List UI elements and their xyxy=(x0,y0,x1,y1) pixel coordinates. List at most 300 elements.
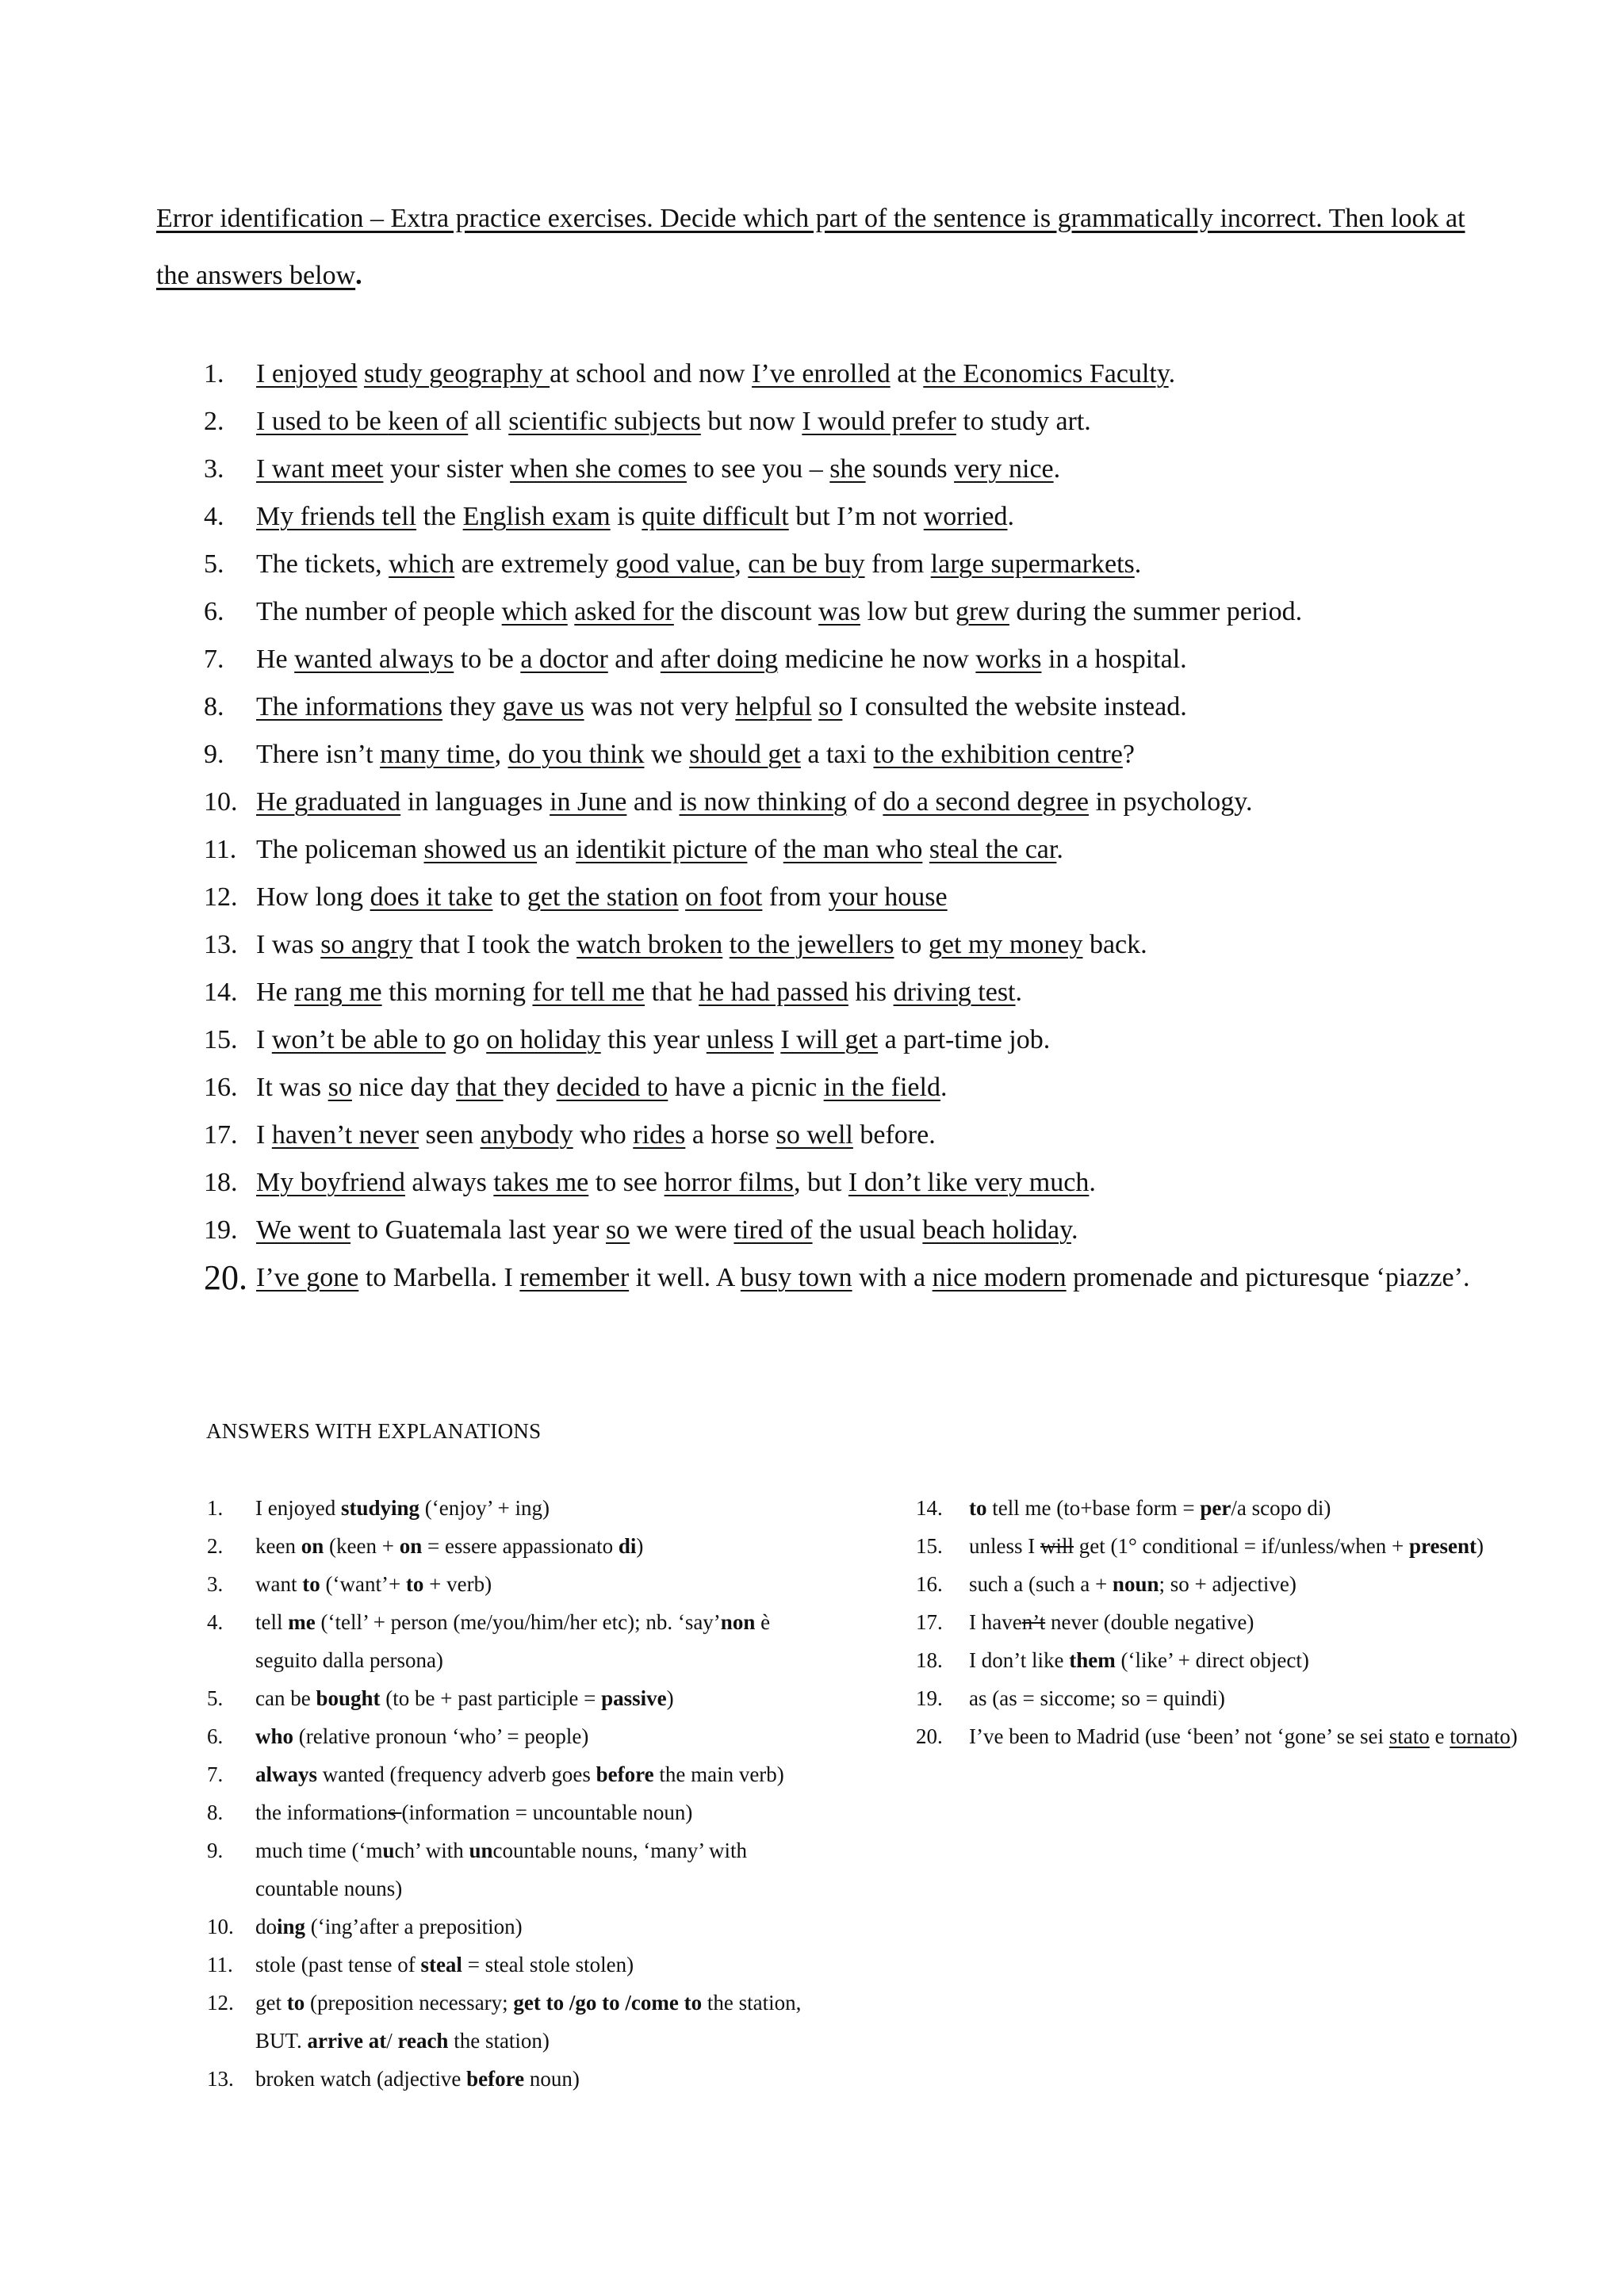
underlined-segment: rides xyxy=(633,1120,686,1150)
underlined-segment: so xyxy=(818,692,843,721)
text-segment: , but xyxy=(793,1168,848,1197)
underlined-segment: keen of xyxy=(388,407,469,436)
text-segment: to study art. xyxy=(956,407,1091,436)
answer-item xyxy=(156,1565,806,1603)
exercise-item xyxy=(156,969,1520,1016)
underlined-segment: identikit picture xyxy=(576,835,748,864)
text-segment: the station) xyxy=(448,2029,550,2053)
underlined-segment: the man who xyxy=(783,835,923,864)
struck-segment: n’t xyxy=(1021,1610,1046,1634)
underlined-segment: large supermarkets xyxy=(930,549,1135,579)
underlined-segment: rang me xyxy=(294,978,382,1007)
text-segment: . xyxy=(1168,359,1176,388)
underlined-segment: get the station xyxy=(527,882,679,912)
text-segment: . xyxy=(1071,1215,1078,1245)
text-segment: with a xyxy=(852,1263,933,1292)
bold-segment: get to /go to /come to xyxy=(513,1991,703,2015)
underlined-segment: to the jewellers xyxy=(729,930,894,959)
underlined-segment: I enjoyed xyxy=(256,359,358,388)
text-segment: I xyxy=(256,1120,272,1150)
bold-segment: un xyxy=(469,1839,493,1862)
text-segment: promenade and picturesque ‘piazze’. xyxy=(1066,1263,1470,1292)
text-segment: + verb) xyxy=(423,1572,492,1596)
underlined-segment: showed us xyxy=(423,835,538,864)
exercise-item xyxy=(156,779,1520,826)
text-segment: of xyxy=(747,835,783,864)
text-segment: wanted (frequency adverb goes xyxy=(317,1762,596,1786)
underlined-segment: she xyxy=(829,454,866,484)
exercise-number: 10. xyxy=(204,787,238,817)
exercise-item xyxy=(156,493,1520,541)
answer-number: 8. xyxy=(207,1800,224,1824)
underlined-segment: should get xyxy=(689,740,801,769)
text-segment: at xyxy=(890,359,924,388)
text-segment: . xyxy=(1089,1168,1096,1197)
underlined-segment: takes me xyxy=(493,1168,589,1197)
answer-item xyxy=(870,1641,1520,1679)
underlined-segment: which xyxy=(389,549,455,579)
underlined-segment: does it take xyxy=(370,882,493,912)
underlined-segment: on holiday xyxy=(486,1025,601,1054)
text-segment xyxy=(722,930,730,959)
text-segment: to Guatemala last year xyxy=(350,1215,606,1245)
underlined-segment: can be buy xyxy=(748,549,865,579)
answer-item xyxy=(870,1603,1520,1641)
answer-number: 19. xyxy=(916,1686,943,1710)
underlined-segment: which xyxy=(501,597,568,626)
text-segment: è seguito dalla persona) xyxy=(255,1610,771,1672)
answer-item xyxy=(870,1489,1520,1527)
answer-number: 9. xyxy=(207,1839,224,1862)
text-segment xyxy=(812,692,819,721)
text-segment: that xyxy=(645,978,699,1007)
text-segment: I xyxy=(256,1025,272,1054)
underlined-segment: busy town xyxy=(740,1263,852,1292)
text-segment: is xyxy=(610,502,642,531)
bold-segment: on xyxy=(301,1534,324,1558)
underlined-segment: I would prefer xyxy=(802,407,956,436)
text-segment: . xyxy=(1053,454,1061,484)
underlined-segment: your house xyxy=(828,882,948,912)
underlined-segment: so angry xyxy=(320,930,413,959)
underlined-segment: He graduated xyxy=(256,787,401,817)
answer-number: 2. xyxy=(207,1534,224,1558)
text-segment: I enjoyed xyxy=(255,1496,341,1520)
text-segment: it well. A xyxy=(629,1263,741,1292)
text-segment: I’ve been to Madrid (use ‘been’ not ‘gone’ se sei xyxy=(969,1724,1389,1748)
text-segment: his xyxy=(848,978,894,1007)
underlined-segment: tornato xyxy=(1450,1724,1511,1748)
text-segment: unless I xyxy=(969,1534,1040,1558)
text-segment: medicine he now xyxy=(778,645,976,674)
text-segment: broken watch (adjective xyxy=(255,2067,467,2091)
text-segment: He xyxy=(256,645,295,674)
bold-segment: to xyxy=(405,1572,424,1596)
text-segment: get (1° conditional = if/unless/when + xyxy=(1074,1534,1409,1558)
bold-segment: before xyxy=(466,2067,525,2091)
exercise-number: 14. xyxy=(204,978,238,1007)
bold-segment: to xyxy=(969,1496,987,1520)
text-segment: but I’m not xyxy=(788,502,924,531)
underlined-segment: stato xyxy=(1388,1724,1430,1748)
struck-segment: will xyxy=(1040,1534,1074,1558)
exercise-item xyxy=(156,636,1520,683)
text-segment: I have xyxy=(969,1610,1022,1634)
text-segment: I don’t like xyxy=(969,1648,1070,1672)
answer-item xyxy=(156,1946,806,1984)
answers-title: ANSWERS WITH EXPLANATIONS xyxy=(206,1419,542,1443)
exercise-number: 4. xyxy=(204,502,224,531)
text-segment: (‘tell’ + person (me/you/him/her etc); nb. ‘say’ xyxy=(315,1610,721,1634)
exercise-number: 11. xyxy=(204,835,237,864)
text-segment: much time (‘m xyxy=(255,1839,383,1862)
text-segment: do xyxy=(255,1915,277,1938)
text-segment: have a picnic xyxy=(668,1073,824,1102)
bold-segment: non xyxy=(720,1610,756,1634)
underlined-segment: driving test xyxy=(893,978,1016,1007)
bold-segment: bought xyxy=(316,1686,381,1710)
text-segment: ) xyxy=(1476,1534,1484,1558)
bold-segment: noun xyxy=(1112,1572,1159,1596)
underlined-segment: worried xyxy=(923,502,1008,531)
underlined-segment: a doctor xyxy=(520,645,608,674)
underlined-segment: My friends tell xyxy=(256,502,417,531)
text-segment: we were xyxy=(630,1215,734,1245)
text-segment: but now xyxy=(700,407,802,436)
text-segment: The number of people xyxy=(256,597,502,626)
text-segment: the main verb) xyxy=(653,1762,784,1786)
exercise-item xyxy=(156,1159,1520,1207)
text-segment: I consulted the website instead. xyxy=(842,692,1187,721)
text-segment: get xyxy=(255,1991,287,2015)
answer-number: 10. xyxy=(207,1915,234,1938)
answer-item xyxy=(156,2060,806,2098)
underlined-segment: get my money xyxy=(928,930,1083,959)
text-segment: ) xyxy=(1510,1724,1518,1748)
exercise-number: 12. xyxy=(204,882,238,912)
exercise-number: 5. xyxy=(204,549,224,579)
answer-number: 1. xyxy=(207,1496,224,1520)
text-segment xyxy=(568,597,575,626)
underlined-segment: in the field xyxy=(823,1073,940,1102)
underlined-segment: was xyxy=(818,597,860,626)
text-segment: . xyxy=(1015,978,1023,1007)
underlined-segment: tired of xyxy=(733,1215,813,1245)
text-segment: to see xyxy=(588,1168,665,1197)
text-segment: / xyxy=(386,2029,398,2053)
text-segment: . xyxy=(1134,549,1142,579)
answer-item xyxy=(156,1489,806,1527)
exercise-number: 13. xyxy=(204,930,238,959)
text-segment xyxy=(922,835,929,864)
exercise-item xyxy=(156,731,1520,779)
underlined-segment: that xyxy=(456,1073,504,1102)
answer-item xyxy=(156,1603,806,1679)
text-segment: tell me (to+base form = xyxy=(986,1496,1201,1520)
bold-segment: ing xyxy=(277,1915,306,1938)
answer-item xyxy=(156,1793,806,1831)
text-segment: (‘like’ + direct object) xyxy=(1115,1648,1309,1672)
exercise-number: 2. xyxy=(204,407,224,436)
bold-segment: them xyxy=(1069,1648,1116,1672)
text-segment: the discount xyxy=(673,597,819,626)
text-segment: seen xyxy=(419,1120,481,1150)
bold-segment: me xyxy=(288,1610,316,1634)
text-segment: to xyxy=(492,882,527,912)
underlined-segment: for tell me xyxy=(532,978,645,1007)
text-segment: they xyxy=(442,692,503,721)
text-segment: ; so + adjective) xyxy=(1159,1572,1297,1596)
underlined-segment: I’ve enrolled xyxy=(752,359,891,388)
underlined-segment: to the exhibition centre xyxy=(873,740,1123,769)
answer-number: 13. xyxy=(207,2067,234,2091)
text-segment: before. xyxy=(852,1120,936,1150)
underlined-segment: decided to xyxy=(556,1073,668,1102)
underlined-segment: The informations xyxy=(256,692,443,721)
text-segment: /a scopo di) xyxy=(1231,1496,1331,1520)
text-segment: . xyxy=(1056,835,1063,864)
underlined-segment: wanted always xyxy=(294,645,454,674)
bold-segment: studying xyxy=(340,1496,420,1520)
exercise-number: 8. xyxy=(204,692,224,721)
underlined-segment: do you think xyxy=(508,740,645,769)
text-segment: go xyxy=(446,1025,487,1054)
text-segment: to be xyxy=(454,645,521,674)
text-segment: to xyxy=(894,930,929,959)
bold-segment: u xyxy=(382,1839,395,1862)
text-segment: always xyxy=(404,1168,494,1197)
answer-item xyxy=(156,1679,806,1717)
exercise-number: 1. xyxy=(204,359,224,388)
bold-segment: reach xyxy=(397,2029,449,2053)
underlined-segment: after doing xyxy=(660,645,779,674)
answer-item xyxy=(156,1755,806,1793)
answer-number: 5. xyxy=(207,1686,224,1710)
exercise-item xyxy=(156,398,1520,446)
text-segment: (preposition necessary; xyxy=(304,1991,514,2015)
text-segment: as (as = siccome; so = quindi) xyxy=(969,1686,1225,1710)
answer-item xyxy=(156,1984,806,2060)
text-segment: in languages xyxy=(400,787,550,817)
underlined-segment: many time xyxy=(380,740,495,769)
bold-segment: arrive at xyxy=(307,2029,387,2053)
text-segment: the xyxy=(416,502,463,531)
underlined-segment: study geography xyxy=(363,359,550,388)
text-segment: ) xyxy=(666,1686,674,1710)
text-segment: e xyxy=(1429,1724,1450,1748)
text-segment: (‘enjoy’ + ing) xyxy=(419,1496,550,1520)
text-segment: ch’ with xyxy=(394,1839,469,1862)
exercise-number: 19. xyxy=(204,1215,238,1245)
text-segment: ) xyxy=(636,1534,644,1558)
text-segment: to Marbella. I xyxy=(358,1263,520,1292)
underlined-segment: so xyxy=(605,1215,630,1245)
bold-segment: present xyxy=(1408,1534,1477,1558)
exercise-number: 18. xyxy=(204,1168,238,1197)
text-segment: of xyxy=(847,787,883,817)
text-segment: (information = uncountable noun) xyxy=(401,1800,693,1824)
text-segment: and xyxy=(626,787,680,817)
text-segment xyxy=(679,882,686,912)
text-segment: nice day xyxy=(351,1073,457,1102)
answer-item xyxy=(870,1679,1520,1717)
text-segment: = essere appassionato xyxy=(422,1534,619,1558)
text-segment: and xyxy=(607,645,661,674)
answer-item xyxy=(156,1717,806,1755)
text-segment: at school and now xyxy=(550,359,753,388)
underlined-segment: won’t be able to xyxy=(271,1025,446,1054)
text-segment: I was xyxy=(256,930,321,959)
exercise-number: 20. xyxy=(204,1258,247,1297)
exercise-number: 15. xyxy=(204,1025,238,1054)
text-segment: low but xyxy=(860,597,956,626)
text-segment: ? xyxy=(1122,740,1135,769)
text-segment: this morning xyxy=(381,978,533,1007)
underlined-segment: remember xyxy=(519,1263,630,1292)
underlined-segment: on foot xyxy=(685,882,763,912)
underlined-segment: in June xyxy=(550,787,627,817)
underlined-segment: nice modern xyxy=(932,1263,1067,1292)
exercise-item xyxy=(156,826,1520,874)
underlined-segment: he had passed xyxy=(699,978,848,1007)
text-segment: from xyxy=(762,882,829,912)
underlined-segment: I will get xyxy=(780,1025,879,1054)
exercise-number: 7. xyxy=(204,645,224,674)
underlined-segment: We went xyxy=(256,1215,351,1245)
exercise-item xyxy=(156,1207,1520,1254)
answer-number: 12. xyxy=(207,1991,234,2015)
exercise-item xyxy=(156,350,1520,398)
text-segment: to see you – xyxy=(686,454,830,484)
exercise-item xyxy=(156,1254,1520,1302)
exercise-number: 3. xyxy=(204,454,224,484)
text-segment: (‘ing’after a preposition) xyxy=(305,1915,523,1938)
text-segment: that I took the xyxy=(412,930,577,959)
text-segment: the station, BUT. xyxy=(255,1991,802,2053)
text-segment: all xyxy=(468,407,509,436)
underlined-segment: works xyxy=(975,645,1042,674)
answer-number: 18. xyxy=(916,1648,943,1672)
text-segment: tell xyxy=(255,1610,289,1634)
text-segment: a horse xyxy=(685,1120,776,1150)
exercise-item xyxy=(156,683,1520,731)
text-segment: keen xyxy=(255,1534,301,1558)
answer-number: 4. xyxy=(207,1610,224,1634)
text-segment: The tickets, xyxy=(256,549,389,579)
answer-number: 17. xyxy=(916,1610,943,1634)
answer-item xyxy=(156,1831,806,1908)
underlined-segment: is now thinking xyxy=(679,787,848,817)
text-segment: The policeman xyxy=(256,835,424,864)
exercise-item xyxy=(156,921,1520,969)
text-segment: in psychology. xyxy=(1088,787,1253,817)
text-segment: they xyxy=(503,1073,557,1102)
underlined-segment: watch broken xyxy=(576,930,723,959)
text-segment: want xyxy=(255,1572,303,1596)
answer-item xyxy=(870,1527,1520,1565)
answer-number: 20. xyxy=(916,1724,943,1748)
exercise-item xyxy=(156,874,1520,921)
answer-item xyxy=(870,1717,1520,1755)
answer-number: 14. xyxy=(916,1496,943,1520)
exercise-item xyxy=(156,541,1520,588)
text-segment: a part-time job. xyxy=(878,1025,1051,1054)
text-segment: He xyxy=(256,978,295,1007)
text-segment: who xyxy=(573,1120,634,1150)
text-segment: (keen + xyxy=(324,1534,400,1558)
text-segment: are extremely xyxy=(454,549,616,579)
underlined-segment: gave us xyxy=(502,692,584,721)
struck-segment: s xyxy=(388,1800,402,1824)
underlined-segment: haven’t never xyxy=(271,1120,419,1150)
answer-item xyxy=(156,1908,806,1946)
text-segment: sounds xyxy=(865,454,955,484)
underlined-segment: quite difficult xyxy=(642,502,789,531)
underlined-segment: grew xyxy=(955,597,1009,626)
bold-segment: before xyxy=(596,1762,654,1786)
text-segment: the information xyxy=(255,1800,389,1824)
answers-column-right xyxy=(870,1489,1520,1755)
exercise-instructions xyxy=(156,190,1504,304)
underlined-segment: so xyxy=(327,1073,352,1102)
exercise-number: 6. xyxy=(204,597,224,626)
bold-segment: always xyxy=(255,1762,318,1786)
text-segment: , xyxy=(734,549,749,579)
exercise-list xyxy=(156,350,1520,1302)
underlined-segment: anybody xyxy=(480,1120,573,1150)
exercise-number: 17. xyxy=(204,1120,238,1150)
answer-item xyxy=(156,1527,806,1565)
underlined-segment: I want meet xyxy=(256,454,384,484)
underlined-segment: beach holiday xyxy=(922,1215,1071,1245)
text-segment: your sister xyxy=(383,454,511,484)
bold-segment: on xyxy=(399,1534,423,1558)
text-segment: a taxi xyxy=(800,740,874,769)
answer-number: 3. xyxy=(207,1572,224,1596)
text-segment: How long xyxy=(256,882,370,912)
answer-item xyxy=(870,1565,1520,1603)
exercise-number: 9. xyxy=(204,740,224,769)
bold-segment: passive xyxy=(601,1686,667,1710)
text-segment: , xyxy=(494,740,508,769)
bold-segment: di xyxy=(618,1534,637,1558)
underlined-segment: good value xyxy=(615,549,735,579)
underlined-segment: steal the car xyxy=(929,835,1057,864)
exercise-number: 16. xyxy=(204,1073,238,1102)
underlined-segment: do a second degree xyxy=(883,787,1089,817)
answer-number: 7. xyxy=(207,1762,224,1786)
answers-column-left xyxy=(156,1489,806,2098)
underlined-segment: horror films xyxy=(664,1168,794,1197)
answer-number: 16. xyxy=(916,1572,943,1596)
text-segment: stole (past tense of xyxy=(255,1953,421,1976)
text-segment: in a hospital. xyxy=(1041,645,1187,674)
underlined-segment: scientific subjects xyxy=(508,407,701,436)
text-segment: this year xyxy=(600,1025,707,1054)
bold-segment: to xyxy=(302,1572,320,1596)
underlined-segment: helpful xyxy=(735,692,812,721)
bold-segment: steal xyxy=(420,1953,462,1976)
text-segment: noun) xyxy=(524,2067,580,2091)
text-segment: the usual xyxy=(812,1215,923,1245)
underlined-segment: unless xyxy=(706,1025,774,1054)
text-segment: countable nouns, ‘many’ with countable nouns) xyxy=(255,1839,747,1900)
text-segment: was not very xyxy=(584,692,736,721)
underlined-segment: I don’t like very much xyxy=(848,1168,1090,1197)
exercise-item xyxy=(156,1016,1520,1064)
text-segment: back. xyxy=(1082,930,1147,959)
text-segment: we xyxy=(644,740,690,769)
